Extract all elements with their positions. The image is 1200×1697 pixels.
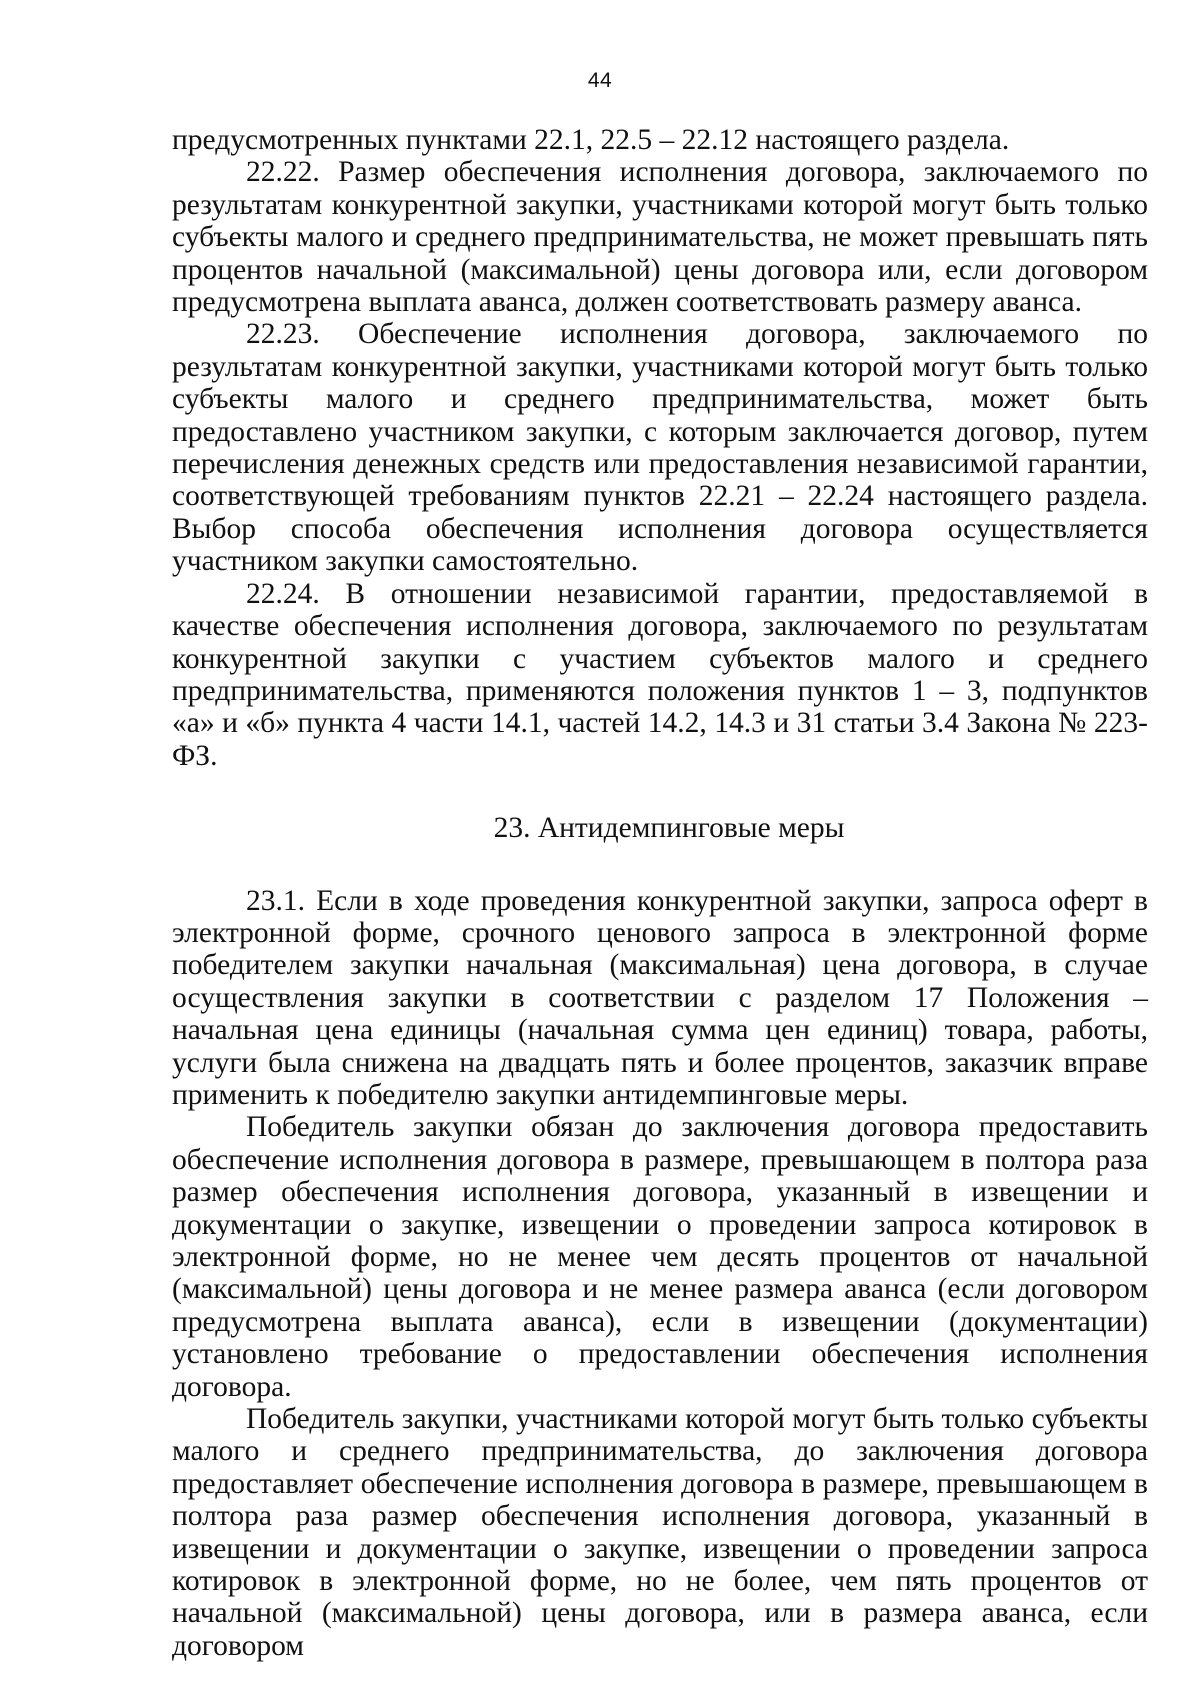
paragraph-continuation: предусмотренных пунктами 22.1, 22.5 – 22.12 настоящего раздела. <box>172 124 1010 156</box>
paragraph-22-24: 22.24. В отношении независимой гарантии, предоставляемой в качестве обеспечения исполнения договора, заключаемого по результатам конкурентной закупки с участием субъектов малого и среднего предпринимательства, применяются положения пунктов 1 – 3, подпунктов «а» и «б» пункта 4 части 14.1, частей 14.2, 14.3 и 31 статьи 3.4 Закона № 223-ФЗ. <box>172 577 1148 772</box>
page-number: 44 <box>587 69 613 92</box>
section-heading <box>172 812 1148 844</box>
document-body <box>172 124 1148 1662</box>
paragraph-winner-obligation: Победитель закупки обязан до заключения договора предоставить обеспечение исполнения договора в размере, превышающем в полтора раза размер обеспечения исполнения договора, указанный в извещении и документации о закупке, извещении о проведении запроса котировок в электронной форме, но не менее чем десять процентов от начальной (максимальной) цены договора и не менее размера аванса (если договором предусмотрена выплата аванса), если в извещении (документации) установлено требование о предоставлении обеспечения исполнения договора. <box>172 1111 1148 1403</box>
section-heading-text: 23. Антидемпинговые меры <box>493 812 845 845</box>
paragraph-small-business-winner: Победитель закупки, участниками которой могут быть только субъекты малого и среднего предпринимательства, до заключения договора предоставляет обеспечение исполнения договора в размере, превышающем в полтора раза размер обеспечения исполнения договора, указанный в извещении и документации о закупке, извещении о проведении запроса котировок в электронной форме, но не более, чем пять процентов от начальной (максимальной) цены договора, или в размера аванса, если договором <box>172 1403 1148 1662</box>
paragraph-22-22: 22.22. Размер обеспечения исполнения договора, заключаемого по результатам конкурентной закупки, участниками которой могут быть только субъекты малого и среднего предпринимательства, не может превышать пять процентов начальной (максимальной) цены договора или, если договором предусмотрена выплата аванса, должен соответствовать размеру аванса. <box>172 156 1148 319</box>
paragraph-22-23: 22.23. Обеспечение исполнения договора, заключаемого по результатам конкурентной закупки, участниками которой могут быть только субъекты малого и среднего предпринимательства, может быть предоставлено участником закупки, с которым заключается договор, путем перечисления денежных средств или предоставления независимой гарантии, соответствующей требованиям пунктов 22.21 – 22.24 настоящего раздела. Выбор способа обеспечения исполнения договора осуществляется участником закупки самостоятельно. <box>172 318 1148 578</box>
paragraph-23-1: 23.1. Если в ходе проведения конкурентной закупки, запроса оферт в электронной форме, срочного ценового запроса в электронной форме победителем закупки начальная (максимальная) цена договора, в случае осуществления закупки в соответствии с разделом 17 Положения – начальная цена единицы (начальная сумма цен единиц) товара, работы, услуги была снижена на двадцать пять и более процентов, заказчик вправе применить к победителю закупки антидемпинговые меры. <box>172 884 1148 1111</box>
